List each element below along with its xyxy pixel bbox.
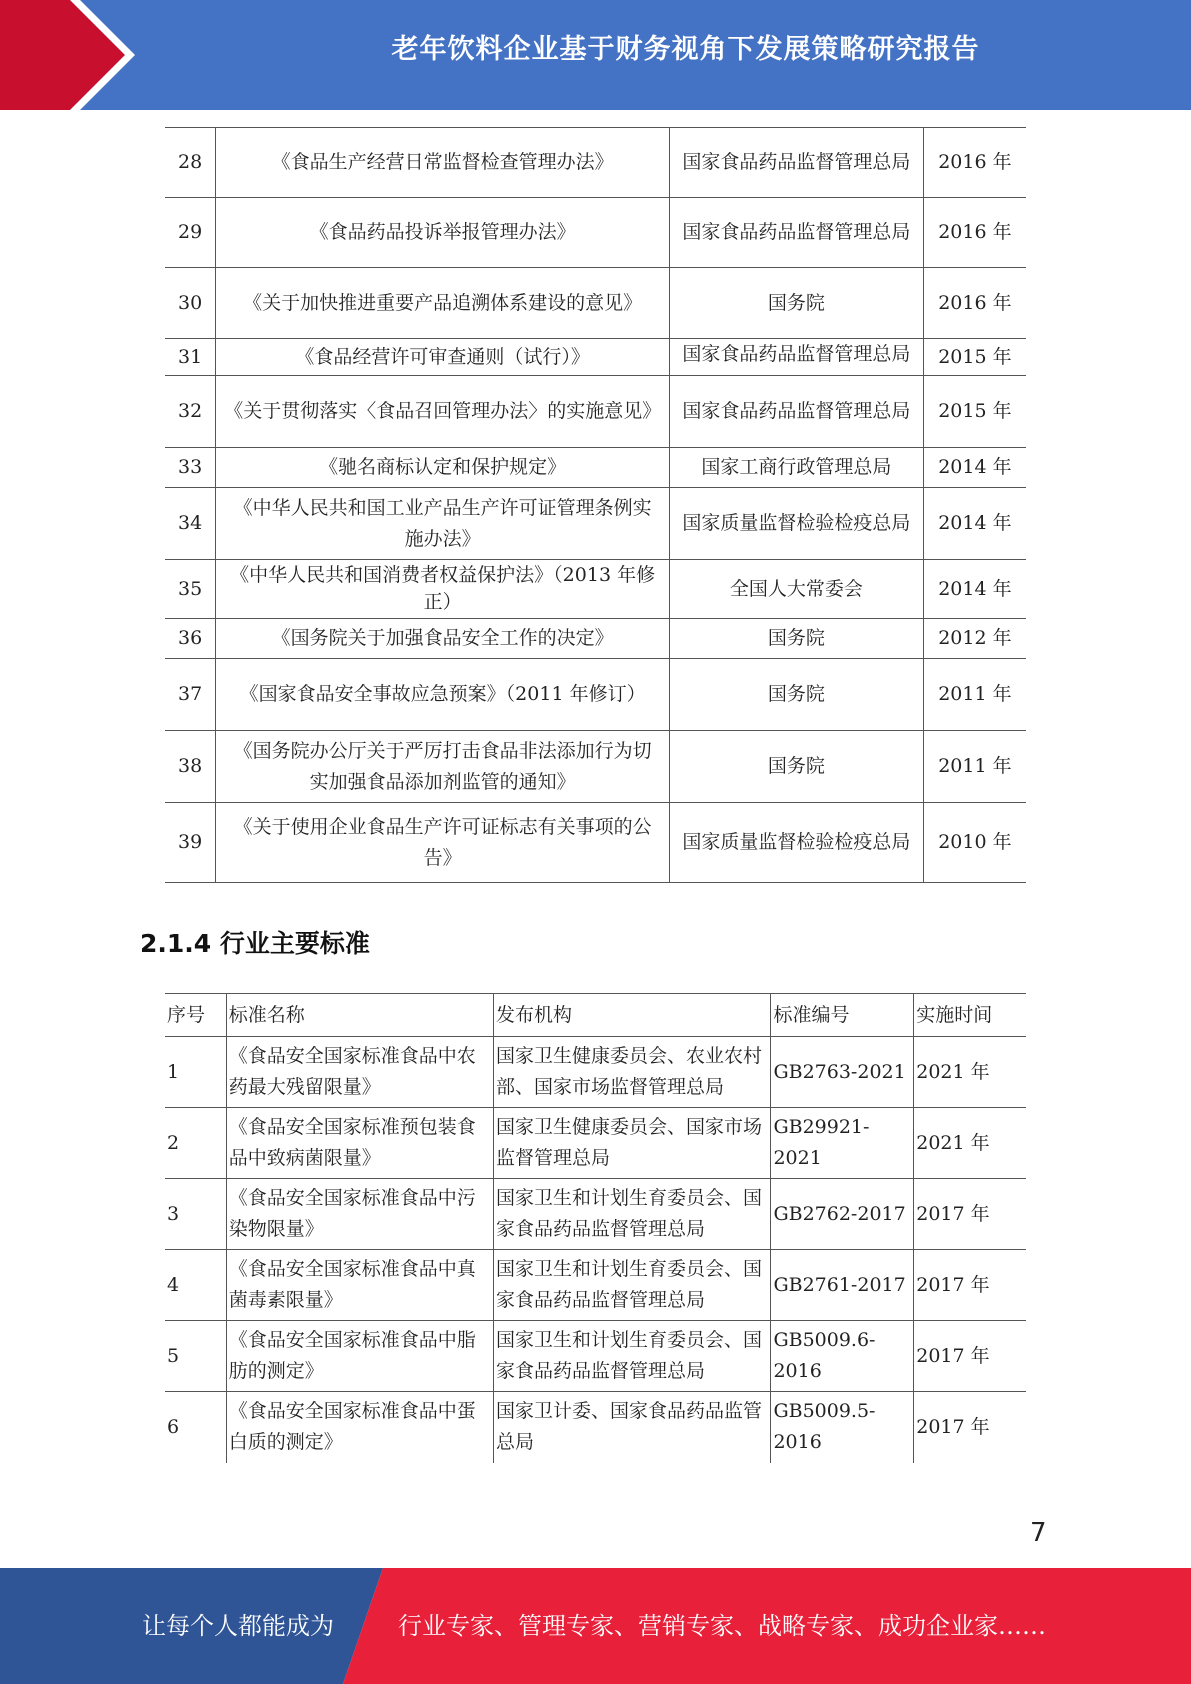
table-row (165, 731, 1026, 803)
header-name: 标准名称 (226, 994, 493, 1037)
table-row (165, 1108, 1026, 1179)
row-no: 2 (165, 1108, 226, 1179)
row-no: 29 (165, 198, 216, 268)
row-org: 国家食品药品监督管理总局 (669, 198, 923, 268)
row-name: 《驰名商标认定和保护规定》 (216, 448, 670, 488)
row-year: 2014 年 (923, 488, 1026, 560)
table-row (165, 803, 1026, 883)
table-row (165, 128, 1026, 198)
row-date: 2017 年 (914, 1250, 1026, 1321)
page-footer (0, 1568, 1191, 1684)
row-org: 国务院 (669, 619, 923, 659)
row-name: 《国家食品安全事故应急预案》（2011 年修订） (216, 659, 670, 731)
row-no: 3 (165, 1179, 226, 1250)
row-year: 2015 年 (923, 376, 1026, 448)
row-name: 《食品经营许可审查通则（试行）》 (216, 339, 670, 376)
row-org: 国家卫生健康委员会、国家市场监督管理总局 (493, 1108, 770, 1179)
table-row (165, 659, 1026, 731)
table-row (165, 1392, 1026, 1463)
footer-slogan-right: 行业专家、管理专家、营销专家、战略专家、成功企业家…… (398, 1612, 1046, 1640)
header-title: 老年饮料企业基于财务视角下发展策略研究报告 (391, 34, 980, 65)
table-header-row (165, 994, 1026, 1037)
row-code: GB5009.5-2016 (771, 1392, 914, 1463)
regulations-table (165, 127, 1026, 883)
row-no: 37 (165, 659, 216, 731)
row-no: 1 (165, 1037, 226, 1108)
row-year: 2010 年 (923, 803, 1026, 883)
row-code: GB2761-2017 (771, 1250, 914, 1321)
row-no: 5 (165, 1321, 226, 1392)
row-org: 国家食品药品监督管理总局 (682, 343, 911, 365)
row-no: 39 (165, 803, 216, 883)
row-no: 4 (165, 1250, 226, 1321)
row-name: 《食品生产经营日常监督检查管理办法》 (216, 128, 670, 198)
row-code: GB29921-2021 (771, 1108, 914, 1179)
row-no: 6 (165, 1392, 226, 1463)
table-row (165, 268, 1026, 339)
header-code: 标准编号 (771, 994, 914, 1037)
row-year: 2011 年 (923, 731, 1026, 803)
row-org: 国家卫计委、国家食品药品监管总局 (493, 1392, 770, 1463)
row-name: 《食品安全国家标准食品中真菌毒素限量》 (226, 1250, 493, 1321)
table-row (165, 376, 1026, 448)
table-row (165, 560, 1026, 619)
row-org: 国家质量监督检验检疫总局 (669, 803, 923, 883)
table-row (165, 488, 1026, 560)
row-name: 《食品安全国家标准食品中蛋白质的测定》 (226, 1392, 493, 1463)
row-org: 国家卫生和计划生育委员会、国家食品药品监督管理总局 (493, 1250, 770, 1321)
row-year: 2015 年 (923, 339, 1026, 376)
row-org-cell (669, 339, 923, 376)
row-org: 国家卫生和计划生育委员会、国家食品药品监督管理总局 (493, 1179, 770, 1250)
row-year: 2011 年 (923, 659, 1026, 731)
row-year: 2014 年 (923, 560, 1026, 619)
row-no: 33 (165, 448, 216, 488)
row-code: GB2762-2017 (771, 1179, 914, 1250)
table-row (165, 339, 1026, 376)
page-header (0, 0, 1191, 110)
header-date: 实施时间 (914, 994, 1026, 1037)
table-row (165, 1037, 1026, 1108)
row-no: 35 (165, 560, 216, 619)
row-date: 2017 年 (914, 1392, 1026, 1463)
row-name: 《关于贯彻落实〈食品召回管理办法〉的实施意见》 (216, 376, 670, 448)
table-row (165, 1179, 1026, 1250)
row-no: 38 (165, 731, 216, 803)
row-no: 28 (165, 128, 216, 198)
row-org: 国家卫生和计划生育委员会、国家食品药品监督管理总局 (493, 1321, 770, 1392)
footer-slogan-left: 让每个人都能成为 (142, 1612, 334, 1640)
row-name: 《食品安全国家标准食品中污染物限量》 (226, 1179, 493, 1250)
row-name: 《关于加快推进重要产品追溯体系建设的意见》 (216, 268, 670, 339)
row-name: 《国务院办公厅关于严厉打击食品非法添加行为切实加强食品添加剂监管的通知》 (216, 731, 670, 803)
row-no: 36 (165, 619, 216, 659)
row-org: 国家卫生健康委员会、农业农村部、国家市场监督管理总局 (493, 1037, 770, 1108)
row-org: 国务院 (669, 731, 923, 803)
row-name: 《国务院关于加强食品安全工作的决定》 (216, 619, 670, 659)
table-row (165, 198, 1026, 268)
row-name: 《食品安全国家标准食品中农药最大残留限量》 (226, 1037, 493, 1108)
row-name: 《食品药品投诉举报管理办法》 (216, 198, 670, 268)
header-no: 序号 (165, 994, 226, 1037)
row-org: 国家工商行政管理总局 (669, 448, 923, 488)
standards-table (165, 993, 1026, 1463)
row-date: 2017 年 (914, 1179, 1026, 1250)
row-name: 《中华人民共和国工业产品生产许可证管理条例实施办法》 (216, 488, 670, 560)
page-number: 7 (1030, 1518, 1047, 1548)
table-row (165, 448, 1026, 488)
row-name: 《食品安全国家标准预包装食品中致病菌限量》 (226, 1108, 493, 1179)
row-code: GB2763-2021 (771, 1037, 914, 1108)
table-row (165, 619, 1026, 659)
row-date: 2017 年 (914, 1321, 1026, 1392)
row-no: 34 (165, 488, 216, 560)
row-year: 2016 年 (923, 268, 1026, 339)
row-name: 《中华人民共和国消费者权益保护法》（2013 年修正） (216, 560, 670, 619)
row-name: 《关于使用企业食品生产许可证标志有关事项的公告》 (216, 803, 670, 883)
row-year: 2016 年 (923, 198, 1026, 268)
row-org: 国务院 (669, 268, 923, 339)
row-year: 2016 年 (923, 128, 1026, 198)
row-year: 2014 年 (923, 448, 1026, 488)
section-heading: 2.1.4 行业主要标准 (140, 929, 370, 958)
row-org: 国家食品药品监督管理总局 (669, 376, 923, 448)
row-org: 国务院 (669, 659, 923, 731)
table-row (165, 1250, 1026, 1321)
row-no: 32 (165, 376, 216, 448)
row-org: 国家食品药品监督管理总局 (669, 128, 923, 198)
row-org: 全国人大常委会 (669, 560, 923, 619)
row-name: 《食品安全国家标准食品中脂肪的测定》 (226, 1321, 493, 1392)
row-no: 30 (165, 268, 216, 339)
row-no: 31 (165, 339, 216, 376)
row-date: 2021 年 (914, 1108, 1026, 1179)
row-year: 2012 年 (923, 619, 1026, 659)
row-code: GB5009.6-2016 (771, 1321, 914, 1392)
row-org: 国家质量监督检验检疫总局 (669, 488, 923, 560)
header-org: 发布机构 (493, 994, 770, 1037)
table-row (165, 1321, 1026, 1392)
header-chevron-icon (0, 0, 160, 110)
row-date: 2021 年 (914, 1037, 1026, 1108)
